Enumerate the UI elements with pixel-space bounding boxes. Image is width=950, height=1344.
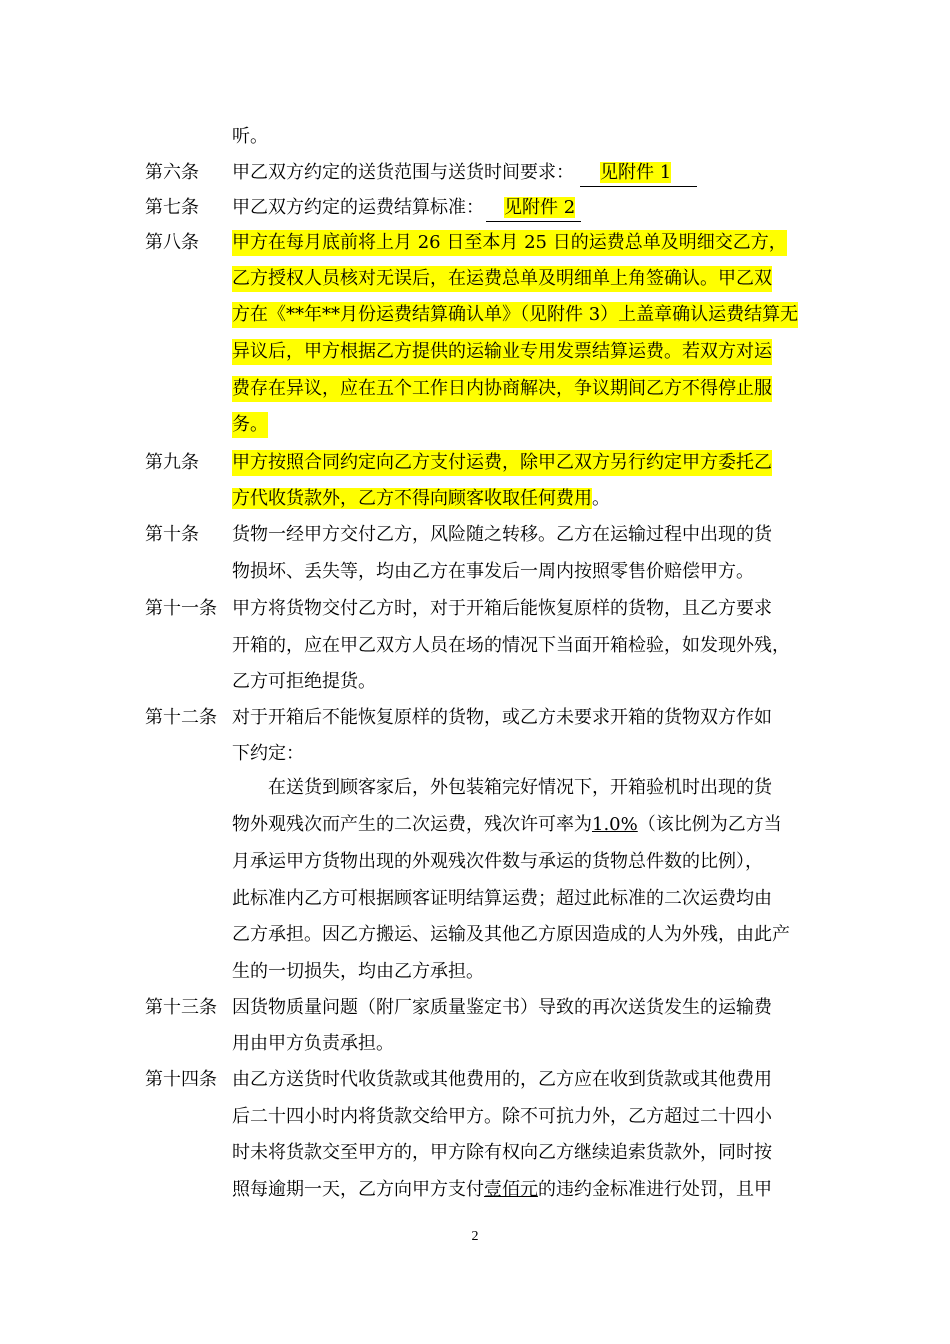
article-14-line-text: 的违约金标准进行处罚，且甲 xyxy=(538,1179,772,1200)
article-14-line: 时未将货款交至甲方的，甲方除有权向乙方继续追索货款外，同时按 xyxy=(232,1142,772,1163)
article-11-line: 甲方将货物交付乙方时，对于开箱后能恢复原样的货物，且乙方要求 xyxy=(232,598,772,619)
penalty-amount: 壹佰元 xyxy=(484,1179,538,1200)
article-8-line: 异议后，甲方根据乙方提供的运输业专用发票结算运费。若双方对运 xyxy=(232,339,772,365)
article-9-line xyxy=(232,486,610,512)
article-12-line: 在送货到顾客家后，外包装箱完好情况下，开箱验机时出现的货 xyxy=(268,777,772,798)
article-6-reference: 见附件 1 xyxy=(600,162,672,183)
article-12-label: 第十二条 xyxy=(145,707,217,728)
article-12-line-text: （该比例为乙方当 xyxy=(637,814,782,835)
article-7-body: 甲乙双方约定的运费结算标准： xyxy=(232,197,484,218)
article-12-line: 下约定： xyxy=(232,743,304,764)
article-11-line: 开箱的，应在甲乙双方人员在场的情况下当面开箱检验，如发现外残， xyxy=(232,635,790,656)
article-11-label: 第十一条 xyxy=(145,598,217,619)
article-8-line: 方在《**年**月份运费结算确认单》（见附件 3）上盖章确认运费结算无 xyxy=(232,302,798,328)
article-10-line: 货物一经甲方交付乙方，风险随之转移。乙方在运输过程中出现的货 xyxy=(232,524,772,545)
article-8-line: 费存在异议，应在五个工作日内协商解决，争议期间乙方不得停止服 xyxy=(232,376,772,402)
article-9-line-text: 方代收货款外，乙方不得向顾客收取任何费用 xyxy=(232,488,592,509)
article-14-line xyxy=(232,1177,772,1203)
article-8-line: 甲方在每月底前将上月 26 日至本月 25 日的运费总单及明细交乙方， xyxy=(232,230,787,256)
article-12-line: 生的一切损失，均由乙方承担。 xyxy=(232,961,484,982)
article-14-label: 第十四条 xyxy=(145,1069,217,1090)
article-13-label: 第十三条 xyxy=(145,997,217,1018)
article-7-text xyxy=(232,195,581,222)
article-12-line-text: 物外观残次而产生的二次运费，残次许可率为 xyxy=(232,814,592,835)
article-6-label: 第六条 xyxy=(145,162,199,183)
article-14-line: 后二十四小时内将货款交给甲方。除不可抗力外，乙方超过二十四小 xyxy=(232,1106,772,1127)
article-13-line: 因货物质量问题（附厂家质量鉴定书）导致的再次送货发生的运输费 xyxy=(232,997,772,1018)
article-10-label: 第十条 xyxy=(145,524,199,545)
article-7-reference: 见附件 2 xyxy=(504,197,576,218)
article-12-line: 乙方承担。因乙方搬运、运输及其他乙方原因造成的人为外残，由此产 xyxy=(232,924,790,945)
article-8-line: 乙方授权人员核对无误后，在运费总单及明细单上角签确认。甲乙双 xyxy=(232,266,772,292)
article-12-line: 月承运甲方货物出现的外观残次件数与承运的货物总件数的比例）， xyxy=(232,851,763,872)
article-8-line: 务。 xyxy=(232,412,268,438)
article-14-line-text: 照每逾期一天，乙方向甲方支付 xyxy=(232,1179,484,1200)
continued-text: 听。 xyxy=(232,126,268,147)
article-6-text xyxy=(232,160,697,187)
article-10-line: 物损坏、丢失等，均由乙方在事发后一周内按照零售价赔偿甲方。 xyxy=(232,561,754,582)
article-11-line: 乙方可拒绝提货。 xyxy=(232,671,376,692)
article-6-body: 甲乙双方约定的送货范围与送货时间要求： xyxy=(232,162,574,183)
defect-rate-value: 1.0% xyxy=(592,814,638,835)
article-12-line xyxy=(232,812,782,838)
article-7-label: 第七条 xyxy=(145,197,199,218)
article-13-line: 用由甲方负责承担。 xyxy=(232,1033,394,1054)
article-12-line: 对于开箱后不能恢复原样的货物，或乙方未要求开箱的货物双方作如 xyxy=(232,707,772,728)
article-9-label: 第九条 xyxy=(145,452,199,473)
article-9-line-end: 。 xyxy=(592,488,610,509)
article-9-line: 甲方按照合同约定向乙方支付运费，除甲乙双方另行约定甲方委托乙 xyxy=(232,450,772,476)
page-number: 2 xyxy=(471,1229,479,1244)
article-12-line: 此标准内乙方可根据顾客证明结算运费；超过此标准的二次运费均由 xyxy=(232,888,772,909)
article-8-label: 第八条 xyxy=(145,232,199,253)
article-14-line: 由乙方送货时代收货款或其他费用的，乙方应在收到货款或其他费用 xyxy=(232,1069,772,1090)
